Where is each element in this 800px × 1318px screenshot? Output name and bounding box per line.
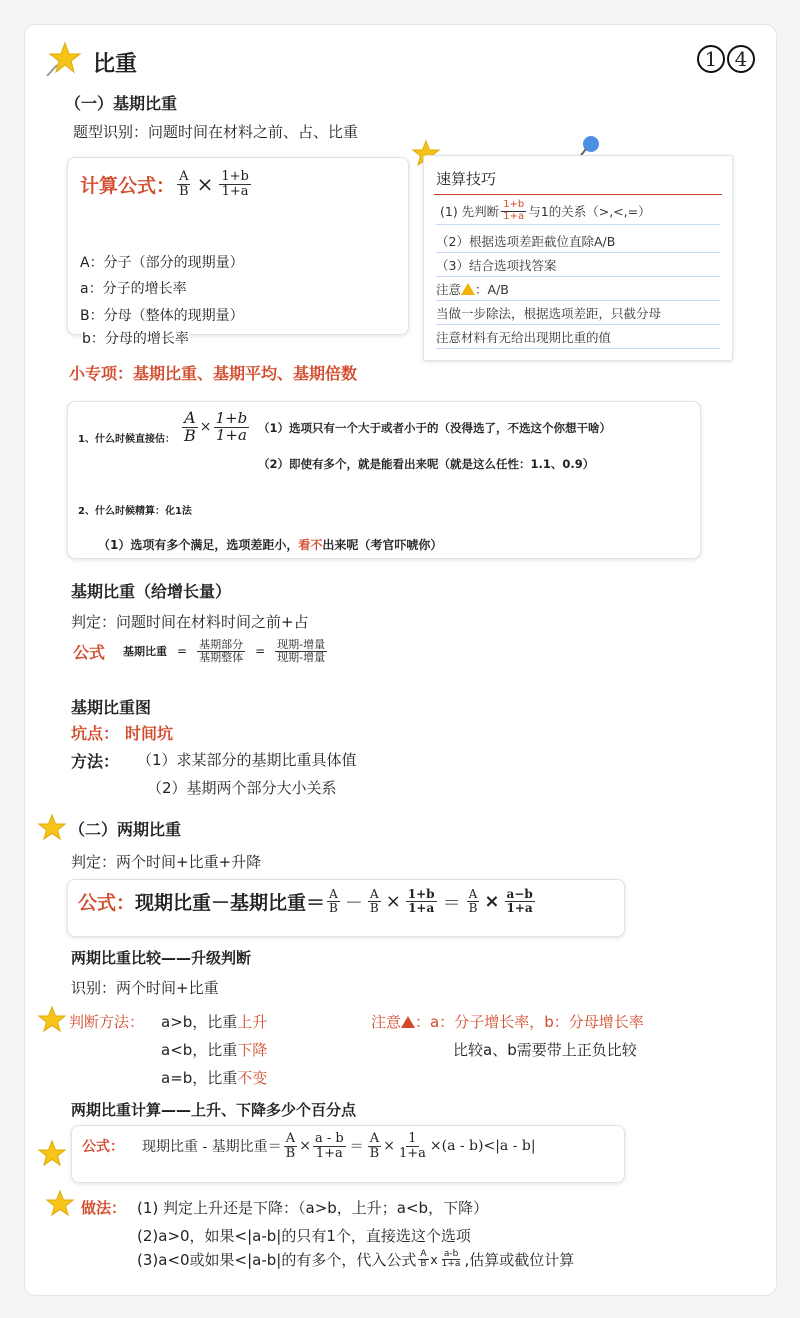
denominator: B xyxy=(179,183,189,199)
times-sign: × xyxy=(383,1138,395,1155)
rule-result: 下降 xyxy=(237,1041,268,1059)
numerator: 1+b xyxy=(407,887,435,902)
denominator: 1+a xyxy=(441,1259,461,1269)
tip-line xyxy=(436,280,720,301)
rule-text: a<b，比重 xyxy=(161,1041,238,1059)
note-page xyxy=(24,24,777,1296)
pitfall-line xyxy=(71,721,173,744)
formula xyxy=(78,888,537,915)
rule-result: 上升 xyxy=(237,1013,268,1031)
tip-text: ：A/B xyxy=(475,282,509,297)
tip-line: 注意材料有无给出现期比重的值 xyxy=(436,328,720,349)
formula xyxy=(180,410,251,445)
tip-text: 与1的关系（>,<,=） xyxy=(528,204,651,219)
definition-line: A：分子（部分的现期量） xyxy=(80,255,244,271)
fraction xyxy=(397,1132,428,1160)
rule-text: a=b，比重 xyxy=(161,1069,238,1087)
rule-text: a>b，比重 xyxy=(161,1013,238,1031)
special-topic-heading: 小专项：基期比重、基期平均、基期倍数 xyxy=(69,364,358,383)
numerator: A xyxy=(285,1131,296,1146)
times-sign: x xyxy=(430,1252,438,1267)
tips-title: 速算技巧 xyxy=(436,170,497,188)
method-step xyxy=(137,1249,574,1270)
page-title: 比重 xyxy=(93,52,138,77)
fraction xyxy=(197,639,245,663)
formula-text: ×(a - b)<|a - b| xyxy=(429,1138,536,1155)
rule-line xyxy=(161,1011,267,1032)
section-heading: （二）两期比重 xyxy=(69,820,182,839)
tip-line xyxy=(436,200,720,225)
equals-sign: ＝ xyxy=(349,1139,364,1156)
method-step: （1）求某部分的基期比重具体值 xyxy=(137,751,357,769)
answer-line xyxy=(98,536,442,553)
method-label: 方法： xyxy=(71,752,120,771)
fraction-growth xyxy=(406,888,437,914)
denominator: 1+a xyxy=(315,1145,343,1161)
method-label: 做法： xyxy=(81,1199,127,1217)
numerator: A xyxy=(179,169,189,184)
step-text: ,估算或截位计算 xyxy=(464,1251,575,1269)
numerator: a−b xyxy=(506,887,533,902)
denominator: B xyxy=(184,425,196,445)
numerator: a - b xyxy=(314,1131,344,1146)
pitfall-value: 时间坑 xyxy=(125,724,174,743)
numerator: A xyxy=(369,887,379,902)
formula-card xyxy=(67,157,409,347)
question-line: 2、什么时候精算：化1法 xyxy=(78,506,192,517)
tip-text: 注意 xyxy=(436,282,462,297)
numerator: A xyxy=(468,887,478,902)
method-step: （2）基期两个部分大小关系 xyxy=(147,779,337,797)
page-number-digit: 4 xyxy=(727,45,755,73)
quick-tips-card xyxy=(423,155,733,361)
fraction-difference xyxy=(313,1132,346,1160)
denominator: B xyxy=(329,901,338,915)
page-number xyxy=(695,45,755,73)
fraction-a-over-b xyxy=(327,888,340,914)
denominator: B xyxy=(420,1259,427,1269)
fraction-growth xyxy=(214,411,250,444)
judgement-line: 判定：问题时间在材料时间之前+占 xyxy=(71,613,309,631)
tip-line: 当做一步除法，根据选项差距，只截分母 xyxy=(436,304,720,325)
numerator: A xyxy=(184,408,196,427)
numerator: a-b xyxy=(443,1248,459,1259)
equals-sign: ＝ xyxy=(442,892,461,914)
warning-icon xyxy=(461,283,475,295)
times-sign: × xyxy=(484,891,500,912)
fraction-difference xyxy=(505,888,535,914)
ident-line: 识别：两个时间+比重 xyxy=(71,979,219,997)
numerator: A xyxy=(369,1131,380,1146)
numerator: 现期-增量 xyxy=(277,638,326,651)
rule-result: 不变 xyxy=(237,1069,268,1087)
formula xyxy=(80,170,253,198)
denominator: 1+a xyxy=(398,1145,426,1161)
answer-text: （1）选项有多个满足，选项差距小， xyxy=(98,538,299,552)
star-icon xyxy=(37,1005,67,1035)
denominator: 1+a xyxy=(503,210,525,222)
fraction-a-over-b xyxy=(368,888,381,914)
section-heading: 两期比重比较——升级判断 xyxy=(71,949,252,967)
pitfall-label: 坑点： xyxy=(71,724,120,743)
note-label: 注意 xyxy=(371,1013,402,1031)
definition-line: a：分子的增长率 xyxy=(80,281,187,297)
method-step: (1) 判定上升还是下降：（a>b，上升；a<b，下降） xyxy=(137,1199,489,1217)
numerator: 基期部分 xyxy=(199,638,244,651)
formula-text: 现期比重－基期比重＝ xyxy=(135,892,326,914)
answer-text: 出来呢（考官吓唬你） xyxy=(322,538,443,552)
times-sign: × xyxy=(196,172,214,197)
denominator: B xyxy=(369,1145,380,1161)
formula-text: 现期比重 - 基期比重＝ xyxy=(142,1139,282,1156)
numerator: A xyxy=(420,1248,427,1259)
method-label: 判断方法： xyxy=(69,1013,145,1031)
fraction-a-over-b xyxy=(284,1132,298,1160)
definition-line: B：分母（整体的现期量） xyxy=(80,308,244,324)
star-icon xyxy=(37,1139,67,1169)
formula-label: 公式： xyxy=(78,892,136,914)
rule-line xyxy=(161,1039,267,1060)
formula-card xyxy=(71,1125,625,1183)
fraction xyxy=(275,639,327,663)
tip-line: （3）结合选项找答案 xyxy=(436,256,720,277)
star-icon xyxy=(37,813,67,843)
question-type-ident: 题型识别：问题时间在材料之前、占、比重 xyxy=(73,123,359,141)
fraction-growth xyxy=(219,170,251,198)
tip-text: (1) 先判断 xyxy=(440,204,500,219)
times-sign: × xyxy=(199,419,212,436)
denominator: 1+a xyxy=(215,425,247,444)
rule-line xyxy=(161,1067,267,1088)
question-line: 1、什么时候直接估： xyxy=(78,434,175,445)
fraction-a-over-b xyxy=(418,1250,428,1270)
minus-sign: － xyxy=(344,892,363,914)
definition-line: b：分母的增长率 xyxy=(82,328,189,348)
note-line xyxy=(371,1011,644,1032)
numerator: 1+b xyxy=(503,199,525,210)
numerator: 1+b xyxy=(215,409,248,428)
equals-sign: = xyxy=(177,644,188,659)
fraction-a-over-b xyxy=(467,888,480,914)
section-heading: 两期比重计算——上升、下降多少个百分点 xyxy=(71,1101,357,1119)
section-heading: （一）基期比重 xyxy=(65,94,178,113)
fraction-difference xyxy=(440,1250,463,1270)
denominator: B xyxy=(285,1145,296,1161)
section-heading: 基期比重（给增长量） xyxy=(71,582,232,601)
denominator: B xyxy=(468,901,478,915)
numerator: 1 xyxy=(408,1131,417,1146)
fraction-a-over-b xyxy=(368,1132,382,1160)
answer-line: （1）选项只有一个大于或者小于的（没得选了，不选这个你想干啥） xyxy=(258,421,611,435)
times-sign: × xyxy=(299,1138,311,1155)
title-divider xyxy=(434,194,722,195)
denominator: 现期-增量 xyxy=(277,650,326,664)
numerator: A xyxy=(329,887,338,902)
method-step: (2)a>0，如果<|a-b|的只有1个，直接选这个选项 xyxy=(137,1227,471,1245)
special-topic-card xyxy=(67,401,701,559)
section-heading: 基期比重图 xyxy=(71,698,152,717)
denominator: 1+a xyxy=(221,183,249,199)
times-sign: × xyxy=(385,891,401,912)
equals-sign: = xyxy=(255,644,266,659)
note-text: ：a：分子增长率，b：分母增长率 xyxy=(415,1013,644,1031)
answer-line: （2）即使有多个，就是能看出来呢（就是这么任性：1.1、0.9） xyxy=(258,457,595,471)
fraction-a-over-b xyxy=(177,170,191,198)
note-line: 比较a、b需要带上正负比较 xyxy=(453,1041,637,1059)
warning-icon xyxy=(401,1016,415,1028)
formula-term: 基期比重 xyxy=(123,645,168,659)
fraction-a-over-b xyxy=(182,410,198,445)
denominator: 1+a xyxy=(506,901,533,915)
step-text: (3)a<0或如果<|a-b|的有多个，代入公式 xyxy=(137,1251,417,1269)
formula-label: 公式 xyxy=(73,642,106,662)
highlighted-text: 看不 xyxy=(298,538,323,552)
formula-label: 公式： xyxy=(82,1139,124,1156)
formula xyxy=(82,1132,536,1160)
formula xyxy=(73,639,329,663)
denominator: 1+a xyxy=(408,901,435,915)
star-icon xyxy=(45,1189,75,1219)
judgement-line: 判定：两个时间+比重+升降 xyxy=(71,853,262,871)
fraction-growth xyxy=(501,200,526,222)
numerator: 1+b xyxy=(221,169,249,184)
denominator: 基期整体 xyxy=(199,650,244,664)
tip-line: （2）根据选项差距截位直除A/B xyxy=(436,232,720,253)
formula-label: 计算公式： xyxy=(80,174,176,197)
denominator: B xyxy=(369,901,379,915)
formula-card xyxy=(67,879,625,937)
pushpin-star-icon xyxy=(43,39,83,79)
page-number-digit: 1 xyxy=(697,45,725,73)
